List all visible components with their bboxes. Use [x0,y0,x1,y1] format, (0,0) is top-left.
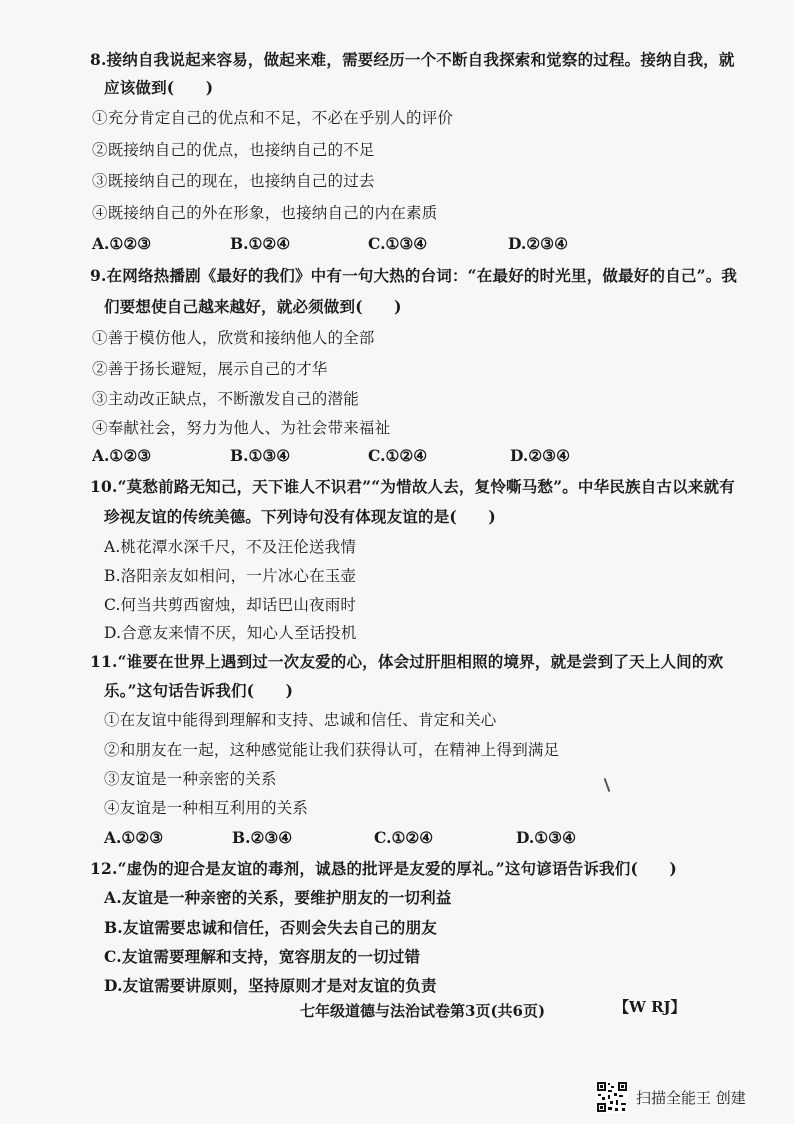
q9-item-4: ④奉献社会，努力为他人、为社会带来福祉 [92,419,391,437]
q10-option-c[interactable]: C.何当共剪西窗烛，却话巴山夜雨时 [104,596,357,614]
qr-code-icon [596,1081,628,1113]
q11-item-1: ①在友谊中能得到理解和支持、忠诚和信任、肯定和关心 [104,711,497,729]
q8-item-2: ②既接纳自己的优点，也接纳自己的不足 [92,141,375,159]
q8-stem-line2: 应该做到( ) [104,78,214,97]
scanner-watermark [596,1082,746,1112]
q11-item-2: ②和朋友在一起，这种感觉能让我们获得认可，在精神上得到满足 [104,741,560,759]
q11-choice-b[interactable]: B.②③④ [232,828,293,847]
q8-choice-a[interactable]: A.①②③ [92,234,152,253]
q12-option-b[interactable]: B.友谊需要忠诚和信任，否则会失去自己的朋友 [104,918,437,937]
edition-tag: 【W RJ】 [614,998,686,1016]
q9-choice-a[interactable]: A.①②③ [92,446,152,465]
q11-stem-line2: 乐。”这句话告诉我们( ) [104,681,294,700]
page-footer: 七年级道德与法治试卷第3页(共6页) [300,1002,546,1020]
q9-item-1: ①善于模仿他人，欣赏和接纳他人的全部 [92,329,375,347]
q12-stem: 12.“虚伪的迎合是友谊的毒剂，诚恳的批评是友爱的厚礼。”这句谚语告诉我们( ) [90,859,677,878]
q10-stem-line2: 珍视友谊的传统美德。下列诗句没有体现友谊的是( ) [104,507,496,526]
q11-stem-line1: 11.“谁要在世界上遇到过一次友爱的心，体会过肝胆相照的境界，就是尝到了天上人间的欢 [90,652,724,671]
q8-stem-line1: 8.接纳自我说起来容易，做起来难，需要经历一个不断自我探索和觉察的过程。接纳自我，就 [90,50,735,69]
q11-item-3: ③友谊是一种亲密的关系 [104,770,277,788]
q10-stem-line1: 10.“莫愁前路无知己，天下谁人不识君”“为惜故人去，复怜嘶马愁”。中华民族自古以来就有 [90,477,735,496]
q9-choice-c[interactable]: C.①②④ [368,446,428,465]
q8-item-1: ①充分肯定自己的优点和不足，不必在乎别人的评价 [92,109,454,127]
q9-choice-b[interactable]: B.①③④ [230,446,291,465]
q11-choice-d[interactable]: D.①③④ [516,828,576,847]
q10-option-a[interactable]: A.桃花潭水深千尺，不及汪伦送我情 [104,538,357,556]
q9-item-3: ③主动改正缺点，不断激发自己的潜能 [92,390,359,408]
q9-stem-line1: 9.在网络热播剧《最好的我们》中有一句大热的台词：“在最好的时光里，做最好的自己”。我 [90,266,738,285]
q9-choice-d[interactable]: D.②③④ [510,446,570,465]
q11-item-4: ④友谊是一种相互利用的关系 [104,799,309,817]
q8-item-4: ④既接纳自己的外在形象，也接纳自己的内在素质 [92,204,438,222]
q12-option-d[interactable]: D.友谊需要讲原则，坚持原则才是对友谊的负责 [104,976,437,995]
q10-option-b[interactable]: B.洛阳亲友如相问，一片冰心在玉壶 [104,567,357,585]
q8-choice-d[interactable]: D.②③④ [508,234,568,253]
q9-stem-line2: 们要想使自己越来越好，就必须做到( ) [104,297,402,316]
q12-option-a[interactable]: A.友谊是一种亲密的关系，要维护朋友的一切利益 [104,888,452,907]
q11-choice-c[interactable]: C.①②④ [374,828,434,847]
q9-item-2: ②善于扬长避短，展示自己的才华 [92,360,328,378]
q10-option-d[interactable]: D.合意友来情不厌，知心人至话投机 [104,624,357,642]
q8-choice-c[interactable]: C.①③④ [368,234,428,253]
scanner-label: 扫描全能王 创建 [636,1088,746,1107]
q12-option-c[interactable]: C.友谊需要理解和支持，宽容朋友的一切过错 [104,947,421,966]
q11-choice-a[interactable]: A.①②③ [104,828,164,847]
scan-mark [604,778,611,792]
q8-item-3: ③既接纳自己的现在，也接纳自己的过去 [92,172,375,190]
q8-choice-b[interactable]: B.①②④ [230,234,291,253]
